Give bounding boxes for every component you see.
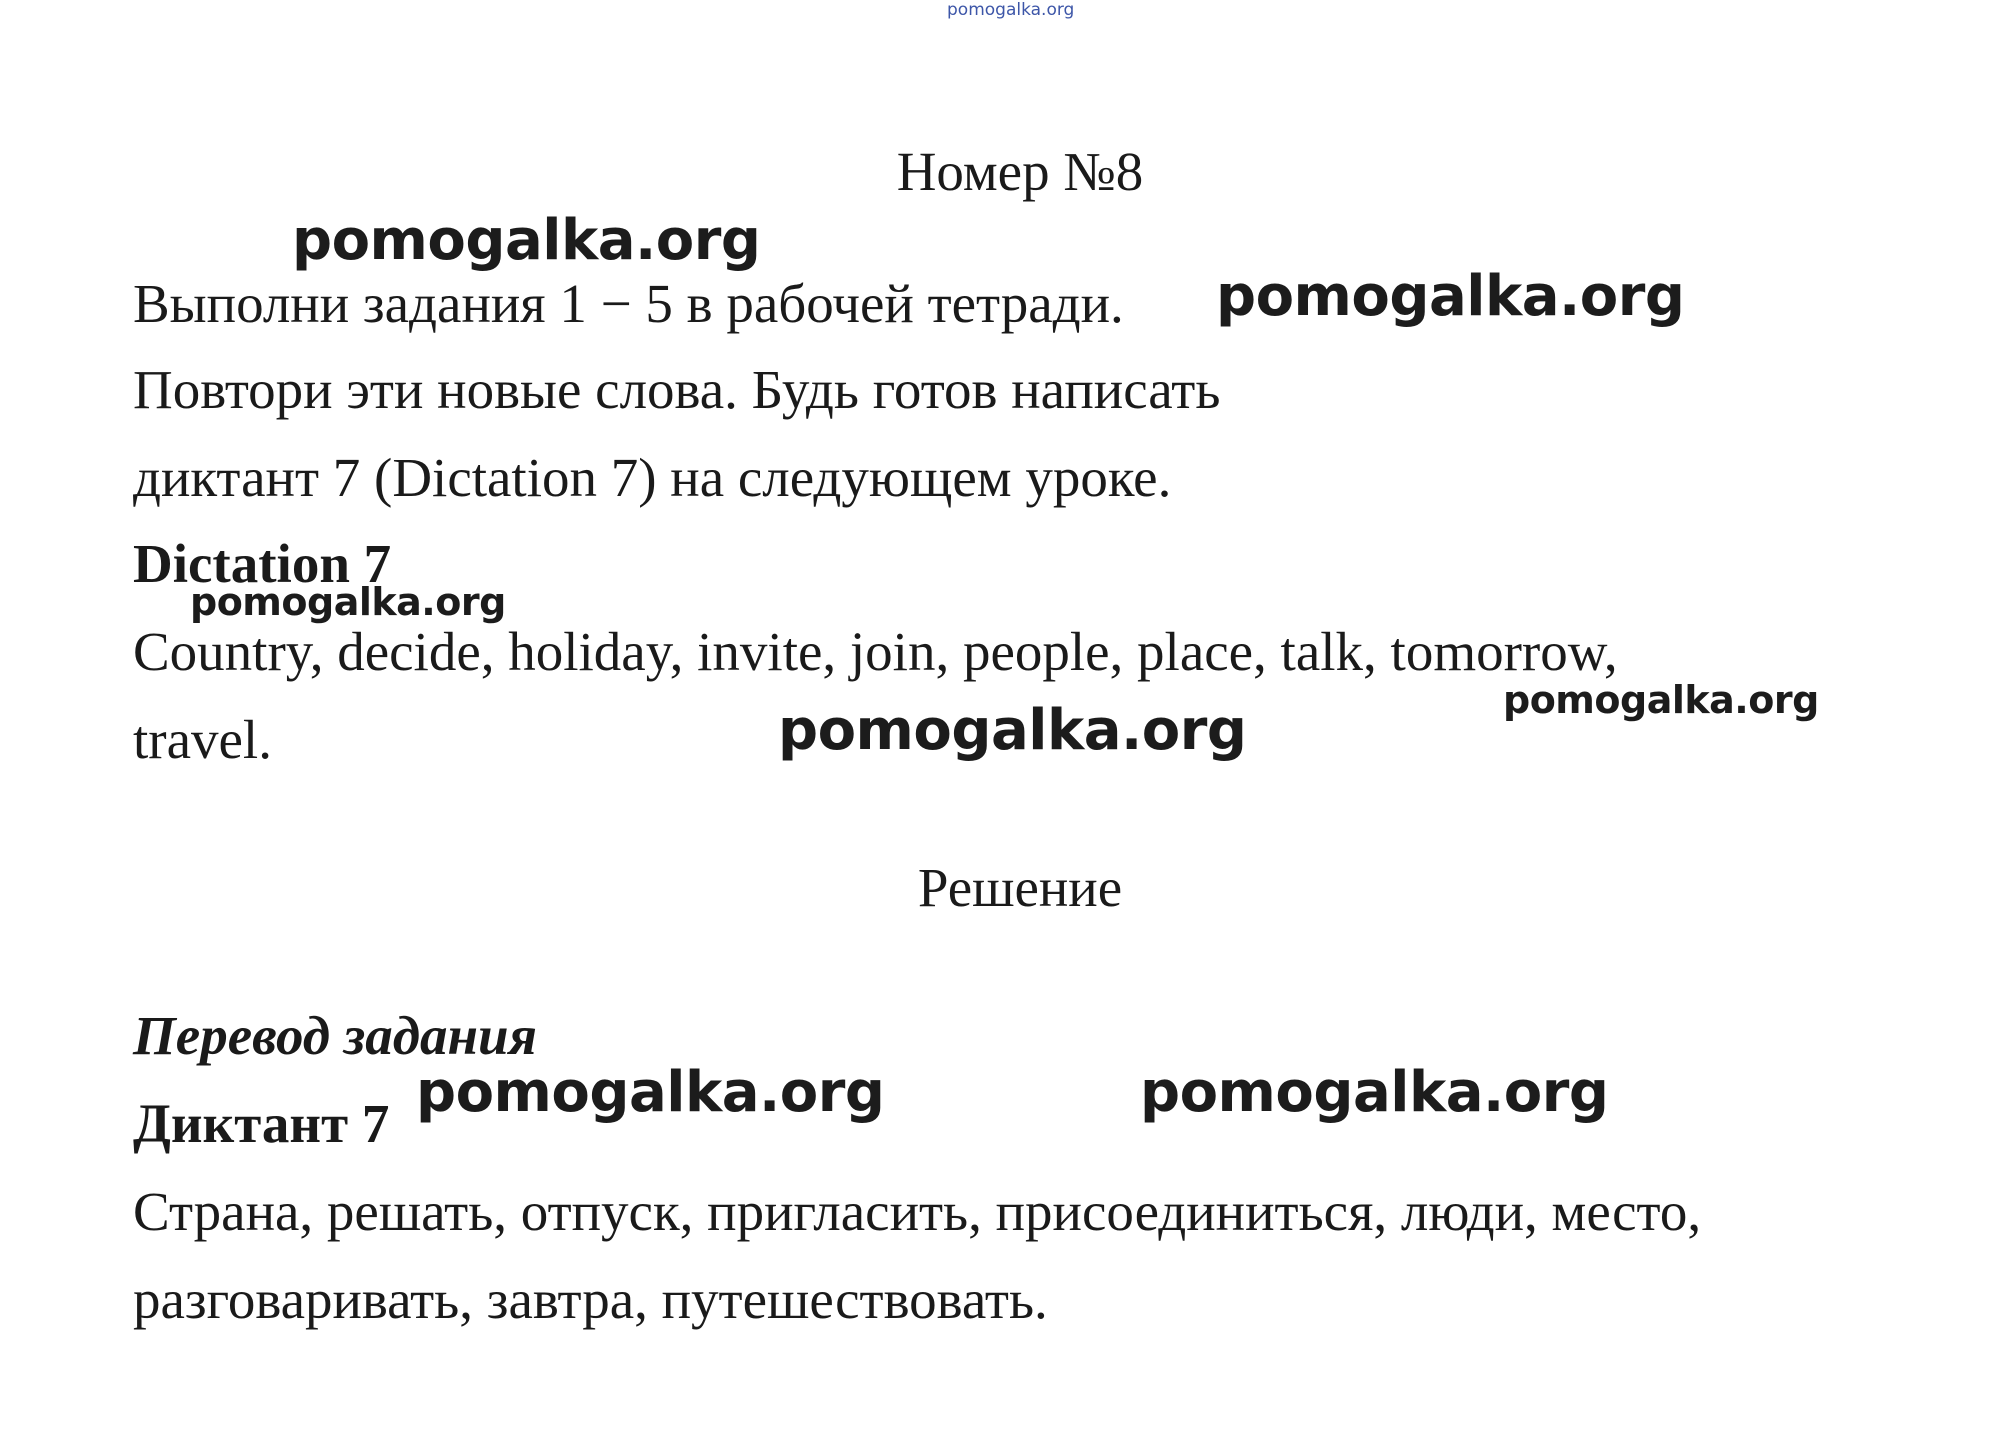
watermark: pomogalka.org: [190, 580, 506, 624]
watermark: pomogalka.org: [1216, 264, 1685, 329]
task-line-3: диктант 7 (Dictation 7) на следующем уроке.: [133, 447, 1172, 508]
task-line-1: Выполни задания 1 − 5 в рабочей тетради.: [133, 273, 1124, 334]
task-line-2: Повтори эти новые слова. Будь готов написать: [133, 359, 1221, 420]
watermark: pomogalka.org: [292, 208, 761, 273]
solution-title: Решение: [917, 857, 1123, 918]
watermark: pomogalka.org: [778, 698, 1247, 763]
watermark-top: pomogalka.org: [947, 0, 1075, 20]
watermark: pomogalka.org: [1503, 678, 1819, 722]
dictation-words-line-2: travel.: [133, 709, 272, 770]
task-title: Номер №8: [896, 141, 1144, 202]
translation-heading: Перевод задания: [133, 1005, 537, 1066]
watermark: pomogalka.org: [1140, 1060, 1609, 1125]
dictation-words-line-1: Country, decide, holiday, invite, join, people, place, talk, tomorrow,: [133, 621, 1618, 682]
watermark: pomogalka.org: [416, 1060, 885, 1125]
dictation-heading: Dictation 7: [133, 533, 392, 594]
solution-dictation-heading: Диктант 7: [133, 1093, 390, 1154]
solution-words-line-2: разговаривать, завтра, путешествовать.: [133, 1269, 1048, 1330]
solution-words-line-1: Страна, решать, отпуск, пригласить, присоединиться, люди, место,: [133, 1181, 1702, 1242]
